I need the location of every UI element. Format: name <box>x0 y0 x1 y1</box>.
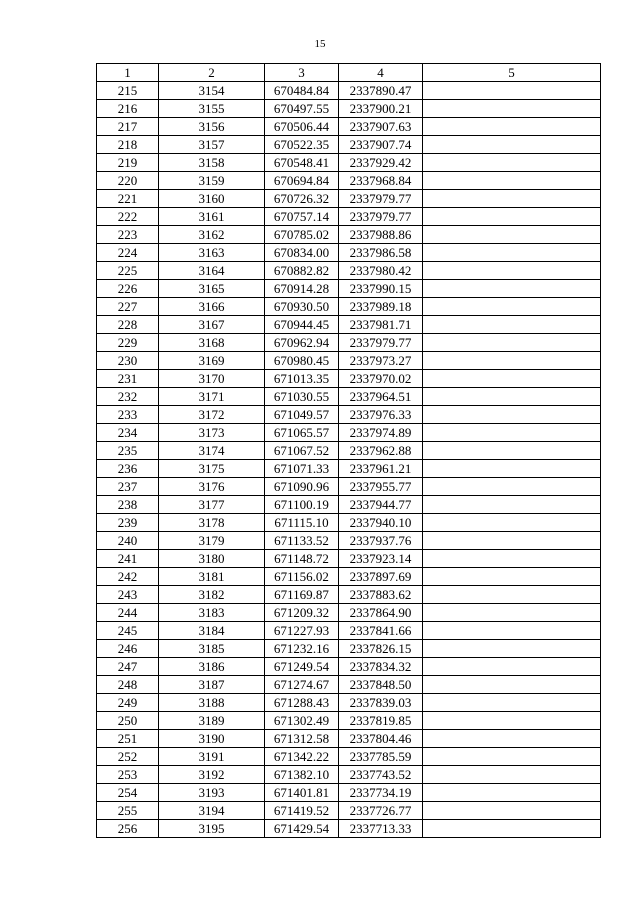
table-cell: 670484.84 <box>265 82 339 100</box>
table-cell: 3179 <box>159 532 265 550</box>
table-cell <box>423 334 601 352</box>
table-cell: 3185 <box>159 640 265 658</box>
table-cell: 2337734.19 <box>339 784 423 802</box>
table-cell: 238 <box>97 496 159 514</box>
table-cell: 3159 <box>159 172 265 190</box>
table-cell: 3177 <box>159 496 265 514</box>
table-row <box>97 172 601 190</box>
table-cell: 670785.02 <box>265 226 339 244</box>
table-row <box>97 622 601 640</box>
table-cell: 2337968.84 <box>339 172 423 190</box>
table-row <box>97 514 601 532</box>
table-cell: 2337713.33 <box>339 820 423 838</box>
table-cell: 671133.52 <box>265 532 339 550</box>
table-cell <box>423 622 601 640</box>
table-cell <box>423 316 601 334</box>
table-row <box>97 370 601 388</box>
table-cell: 3181 <box>159 568 265 586</box>
table-cell: 236 <box>97 460 159 478</box>
table-cell: 2337839.03 <box>339 694 423 712</box>
table-cell: 670944.45 <box>265 316 339 334</box>
table-cell <box>423 406 601 424</box>
table-cell: 3182 <box>159 586 265 604</box>
table-cell: 3187 <box>159 676 265 694</box>
table-cell: 230 <box>97 352 159 370</box>
column-header: 3 <box>265 64 339 82</box>
table-cell <box>423 352 601 370</box>
table-cell: 2337955.77 <box>339 478 423 496</box>
table-cell: 2337883.62 <box>339 586 423 604</box>
table-cell: 2337989.18 <box>339 298 423 316</box>
table-cell: 2337929.42 <box>339 154 423 172</box>
table-cell: 234 <box>97 424 159 442</box>
table-row <box>97 586 601 604</box>
table-cell: 671065.57 <box>265 424 339 442</box>
table-cell: 220 <box>97 172 159 190</box>
table-row <box>97 388 601 406</box>
table-cell: 3194 <box>159 802 265 820</box>
table-row <box>97 550 601 568</box>
table-cell <box>423 676 601 694</box>
table-cell: 2337743.52 <box>339 766 423 784</box>
table-cell: 233 <box>97 406 159 424</box>
table-cell: 671169.87 <box>265 586 339 604</box>
table-cell <box>423 712 601 730</box>
table-cell: 2337785.59 <box>339 748 423 766</box>
table-cell <box>423 568 601 586</box>
table-cell: 2337988.86 <box>339 226 423 244</box>
table-row <box>97 478 601 496</box>
table-cell: 3169 <box>159 352 265 370</box>
table-cell: 252 <box>97 748 159 766</box>
table-cell: 671148.72 <box>265 550 339 568</box>
table-cell: 2337990.15 <box>339 280 423 298</box>
table-row <box>97 316 601 334</box>
table-row <box>97 730 601 748</box>
table-row <box>97 208 601 226</box>
table-cell: 3188 <box>159 694 265 712</box>
table-row <box>97 748 601 766</box>
table-cell: 3167 <box>159 316 265 334</box>
table-row <box>97 532 601 550</box>
table-cell: 246 <box>97 640 159 658</box>
table-cell: 670930.50 <box>265 298 339 316</box>
table-cell: 671090.96 <box>265 478 339 496</box>
table-cell: 670506.44 <box>265 118 339 136</box>
table-cell: 3189 <box>159 712 265 730</box>
table-cell <box>423 640 601 658</box>
table-cell: 3171 <box>159 388 265 406</box>
table-cell: 2337973.27 <box>339 352 423 370</box>
table-cell <box>423 784 601 802</box>
table-row <box>97 136 601 154</box>
table-cell: 2337981.71 <box>339 316 423 334</box>
table-cell <box>423 388 601 406</box>
table-cell: 670694.84 <box>265 172 339 190</box>
table-cell: 2337970.02 <box>339 370 423 388</box>
table-cell: 670726.32 <box>265 190 339 208</box>
table-cell: 670914.28 <box>265 280 339 298</box>
table-cell <box>423 820 601 838</box>
table-cell: 255 <box>97 802 159 820</box>
table-cell: 671067.52 <box>265 442 339 460</box>
table-cell: 3168 <box>159 334 265 352</box>
table-cell: 671249.54 <box>265 658 339 676</box>
table-cell <box>423 424 601 442</box>
table-cell: 3158 <box>159 154 265 172</box>
table-cell: 671071.33 <box>265 460 339 478</box>
page-number: 15 <box>314 38 326 50</box>
table-cell: 2337900.21 <box>339 100 423 118</box>
table-cell: 3166 <box>159 298 265 316</box>
table-cell: 222 <box>97 208 159 226</box>
table-row <box>97 784 601 802</box>
table-cell: 3191 <box>159 748 265 766</box>
table-cell: 2337726.77 <box>339 802 423 820</box>
table-row <box>97 280 601 298</box>
table-cell: 671312.58 <box>265 730 339 748</box>
table-cell: 218 <box>97 136 159 154</box>
table-cell: 2337804.46 <box>339 730 423 748</box>
table-row <box>97 82 601 100</box>
table-cell <box>423 262 601 280</box>
table-row <box>97 460 601 478</box>
table-cell: 2337962.88 <box>339 442 423 460</box>
table-row <box>97 676 601 694</box>
table-cell <box>423 748 601 766</box>
table-cell: 671382.10 <box>265 766 339 784</box>
table-cell <box>423 550 601 568</box>
table-cell <box>423 514 601 532</box>
table-cell: 3162 <box>159 226 265 244</box>
table-cell: 671030.55 <box>265 388 339 406</box>
table-cell <box>423 586 601 604</box>
table-row <box>97 802 601 820</box>
table-cell: 671156.02 <box>265 568 339 586</box>
table-cell <box>423 802 601 820</box>
table-cell: 240 <box>97 532 159 550</box>
table-cell: 2337979.77 <box>339 208 423 226</box>
table-cell: 671429.54 <box>265 820 339 838</box>
table-cell: 232 <box>97 388 159 406</box>
table-cell: 670980.45 <box>265 352 339 370</box>
column-header: 1 <box>97 64 159 82</box>
table-cell <box>423 226 601 244</box>
table-cell <box>423 478 601 496</box>
table-cell <box>423 190 601 208</box>
table-cell: 670962.94 <box>265 334 339 352</box>
table-cell <box>423 766 601 784</box>
table-cell: 2337907.74 <box>339 136 423 154</box>
table-cell: 2337944.77 <box>339 496 423 514</box>
table-cell: 224 <box>97 244 159 262</box>
table-cell <box>423 694 601 712</box>
table-cell <box>423 100 601 118</box>
column-header: 2 <box>159 64 265 82</box>
table-cell <box>423 442 601 460</box>
table-cell: 3193 <box>159 784 265 802</box>
table-cell <box>423 460 601 478</box>
table-cell: 2337848.50 <box>339 676 423 694</box>
table-cell <box>423 370 601 388</box>
table-cell <box>423 154 601 172</box>
table-cell <box>423 136 601 154</box>
table-cell: 3172 <box>159 406 265 424</box>
table-cell: 217 <box>97 118 159 136</box>
column-header: 4 <box>339 64 423 82</box>
table-row <box>97 766 601 784</box>
table-cell: 225 <box>97 262 159 280</box>
table-cell: 2337864.90 <box>339 604 423 622</box>
table-cell: 671288.43 <box>265 694 339 712</box>
table-cell: 2337841.66 <box>339 622 423 640</box>
table-cell: 2337897.69 <box>339 568 423 586</box>
table-cell: 3160 <box>159 190 265 208</box>
table-cell: 671115.10 <box>265 514 339 532</box>
table-cell: 229 <box>97 334 159 352</box>
table-cell: 244 <box>97 604 159 622</box>
table-cell: 2337961.21 <box>339 460 423 478</box>
table-cell <box>423 208 601 226</box>
column-header: 5 <box>423 64 601 82</box>
table-cell: 671227.93 <box>265 622 339 640</box>
table-cell: 3157 <box>159 136 265 154</box>
table-cell: 247 <box>97 658 159 676</box>
table-row <box>97 226 601 244</box>
table-cell: 251 <box>97 730 159 748</box>
table-cell: 243 <box>97 586 159 604</box>
table-cell: 2337834.32 <box>339 658 423 676</box>
table-cell: 670497.55 <box>265 100 339 118</box>
table-cell: 3183 <box>159 604 265 622</box>
table-cell: 2337826.15 <box>339 640 423 658</box>
coordinates-table <box>96 63 601 838</box>
table-cell: 223 <box>97 226 159 244</box>
table-cell: 670548.41 <box>265 154 339 172</box>
table-cell: 671401.81 <box>265 784 339 802</box>
table-row <box>97 352 601 370</box>
table-cell: 219 <box>97 154 159 172</box>
table-cell: 671302.49 <box>265 712 339 730</box>
table-row <box>97 334 601 352</box>
table-cell: 235 <box>97 442 159 460</box>
table-cell: 3190 <box>159 730 265 748</box>
table-row <box>97 568 601 586</box>
table-cell: 3195 <box>159 820 265 838</box>
table-row <box>97 406 601 424</box>
table-row <box>97 712 601 730</box>
table-cell: 216 <box>97 100 159 118</box>
table-cell <box>423 280 601 298</box>
table-cell: 671209.32 <box>265 604 339 622</box>
table-cell: 671049.57 <box>265 406 339 424</box>
header-row <box>97 64 601 82</box>
table-cell <box>423 730 601 748</box>
table-row <box>97 244 601 262</box>
table-cell: 239 <box>97 514 159 532</box>
table-cell: 250 <box>97 712 159 730</box>
table-cell: 3173 <box>159 424 265 442</box>
table-row <box>97 640 601 658</box>
table-row <box>97 658 601 676</box>
table-cell: 2337907.63 <box>339 118 423 136</box>
table-cell: 2337976.33 <box>339 406 423 424</box>
table-row <box>97 118 601 136</box>
table-cell: 241 <box>97 550 159 568</box>
table-cell: 2337819.85 <box>339 712 423 730</box>
table-row <box>97 694 601 712</box>
table-cell: 3175 <box>159 460 265 478</box>
table-cell: 671342.22 <box>265 748 339 766</box>
table-cell: 3155 <box>159 100 265 118</box>
table-cell: 2337979.77 <box>339 334 423 352</box>
table-cell: 2337964.51 <box>339 388 423 406</box>
table-cell: 221 <box>97 190 159 208</box>
table-cell: 3176 <box>159 478 265 496</box>
table-cell: 2337979.77 <box>339 190 423 208</box>
table-cell: 3164 <box>159 262 265 280</box>
table-cell <box>423 604 601 622</box>
table-cell: 3165 <box>159 280 265 298</box>
table-cell: 2337974.89 <box>339 424 423 442</box>
table-cell: 671232.16 <box>265 640 339 658</box>
table-cell: 3178 <box>159 514 265 532</box>
table-cell: 245 <box>97 622 159 640</box>
table-cell: 670522.35 <box>265 136 339 154</box>
table-cell: 671274.67 <box>265 676 339 694</box>
table-cell: 2337940.10 <box>339 514 423 532</box>
table-cell: 253 <box>97 766 159 784</box>
table-cell: 2337923.14 <box>339 550 423 568</box>
table-cell: 2337986.58 <box>339 244 423 262</box>
table-cell: 3156 <box>159 118 265 136</box>
table-row <box>97 154 601 172</box>
table-row <box>97 262 601 280</box>
table-cell <box>423 496 601 514</box>
table-cell: 670757.14 <box>265 208 339 226</box>
table-body <box>97 82 601 838</box>
table-cell: 3170 <box>159 370 265 388</box>
table-cell: 228 <box>97 316 159 334</box>
table-cell: 670882.82 <box>265 262 339 280</box>
table-cell: 3163 <box>159 244 265 262</box>
table-cell: 3184 <box>159 622 265 640</box>
table-cell: 254 <box>97 784 159 802</box>
table-cell: 3186 <box>159 658 265 676</box>
table-cell: 3180 <box>159 550 265 568</box>
table-cell: 671419.52 <box>265 802 339 820</box>
table-row <box>97 100 601 118</box>
table-cell: 671100.19 <box>265 496 339 514</box>
table-cell: 3174 <box>159 442 265 460</box>
table-cell: 3154 <box>159 82 265 100</box>
table-row <box>97 424 601 442</box>
table-cell: 227 <box>97 298 159 316</box>
table-cell: 231 <box>97 370 159 388</box>
table-row <box>97 604 601 622</box>
table-cell <box>423 658 601 676</box>
table-cell <box>423 172 601 190</box>
table-cell: 242 <box>97 568 159 586</box>
table-cell: 237 <box>97 478 159 496</box>
table-cell: 3161 <box>159 208 265 226</box>
table-cell: 2337890.47 <box>339 82 423 100</box>
table-header <box>97 64 601 82</box>
table-cell: 226 <box>97 280 159 298</box>
table-cell: 671013.35 <box>265 370 339 388</box>
table-row <box>97 496 601 514</box>
table-cell: 215 <box>97 82 159 100</box>
table-row <box>97 298 601 316</box>
table-cell <box>423 532 601 550</box>
table-row <box>97 190 601 208</box>
table-cell: 3192 <box>159 766 265 784</box>
table-cell: 2337937.76 <box>339 532 423 550</box>
table-row <box>97 820 601 838</box>
table-row <box>97 442 601 460</box>
table-cell <box>423 298 601 316</box>
table-cell: 2337980.42 <box>339 262 423 280</box>
table-cell: 256 <box>97 820 159 838</box>
table-cell <box>423 118 601 136</box>
table-cell <box>423 244 601 262</box>
table-cell: 670834.00 <box>265 244 339 262</box>
table-cell: 248 <box>97 676 159 694</box>
table-cell <box>423 82 601 100</box>
table-cell: 249 <box>97 694 159 712</box>
